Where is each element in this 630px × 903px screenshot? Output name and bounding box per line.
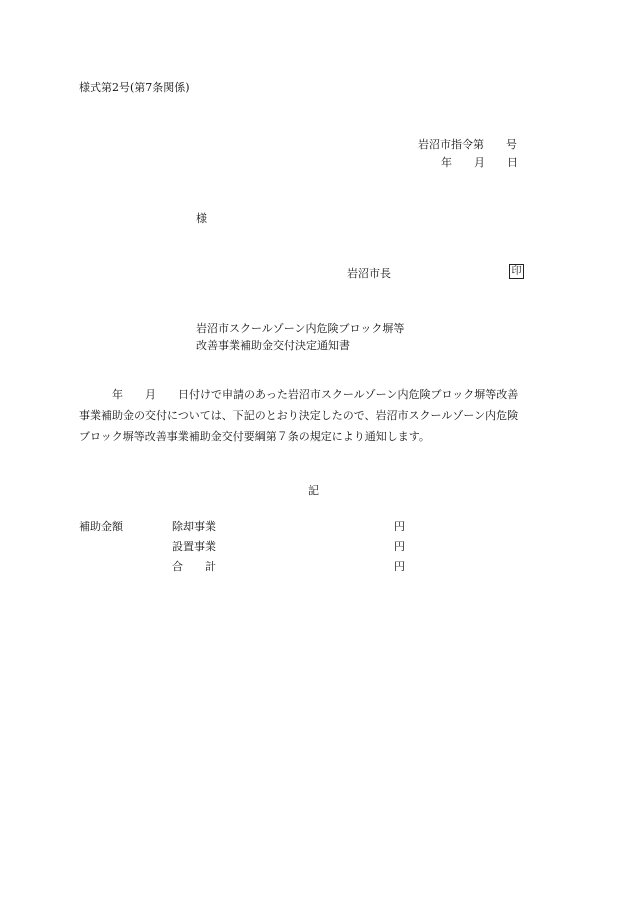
document-number: 岩沼市指令第 号 — [418, 138, 517, 151]
subsidy-item-installation: 設置事業 — [172, 540, 216, 553]
form-header: 様式第2号(第7条関係) — [79, 81, 190, 94]
recipient-suffix: 様 — [196, 212, 207, 225]
issuer-name: 岩沼市長 — [347, 267, 391, 280]
subsidy-unit: 円 — [394, 560, 405, 573]
seal-mark: 印 — [509, 264, 524, 279]
ki-heading: 記 — [308, 484, 319, 497]
document-title-line1: 岩沼市スクールゾーン内危険ブロック塀等 — [196, 322, 405, 335]
subsidy-label: 補助金額 — [79, 520, 123, 533]
subsidy-unit: 円 — [394, 540, 405, 553]
body-paragraph — [79, 384, 534, 447]
body-line: 事業補助金の交付については、下記のとおり決定したので、岩沼市スクールゾーン内危険 — [79, 409, 519, 422]
subsidy-unit: 円 — [394, 520, 405, 533]
body-line: ブロック塀等改善事業補助金交付要綱第７条の規定により通知します。 — [79, 430, 430, 443]
subsidy-item-total: 合 計 — [172, 560, 216, 573]
subsidy-item-removal: 除却事業 — [172, 520, 216, 533]
date-line: 年 月 日 — [441, 156, 518, 169]
body-line: 年 月 日付けで申請のあった岩沼市スクールゾーン内危険ブロック塀等改善 — [79, 388, 519, 401]
document-title-line2: 改善事業補助金交付決定通知書 — [196, 339, 350, 352]
